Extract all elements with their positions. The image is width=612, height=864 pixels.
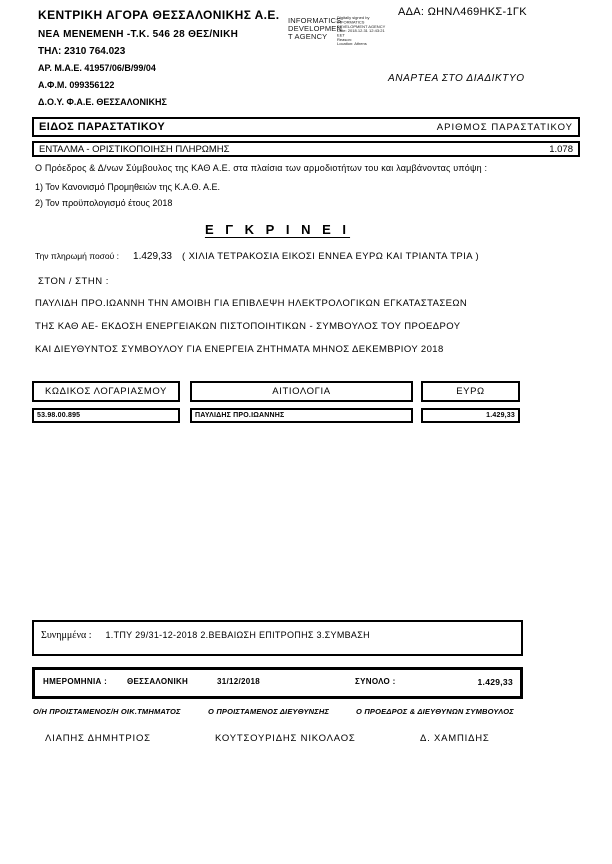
- total-value: 1.429,33: [477, 677, 513, 687]
- amount-cell: 1.429,33: [421, 408, 520, 423]
- company-vat: Α.Φ.Μ. 099356122: [38, 80, 115, 90]
- digital-stamp-agency: [288, 17, 342, 41]
- digital-signature-details: [337, 16, 405, 46]
- stamp-sig-line: INFORMATICS: [337, 20, 365, 25]
- signature-role: Ο/Η ΠΡΟΙΣΤΑΜΕΝΟΣ/Η ΟΙΚ.ΤΜΗΜΑΤΟΣ: [33, 707, 181, 716]
- doc-type-value-row: [32, 141, 580, 157]
- company-phone: ΤΗΛ: 2310 764.023: [38, 46, 126, 57]
- euro-header: ΕΥΡΩ: [421, 381, 520, 402]
- payee-label: ΣΤΟΝ / ΣΤΗΝ :: [38, 276, 109, 287]
- consideration-item-2: 2) Τον προϋπολογισμό έτους 2018: [35, 198, 173, 208]
- stamp-sig-line: Digitally signed by: [337, 16, 370, 21]
- stamp-sig-line: Reason:: [337, 37, 353, 43]
- company-tax-office: Δ.Ο.Υ. Φ.Α.Ε. ΘΕΣΣΑΛΟΝΙΚΗΣ: [38, 97, 167, 107]
- signature-name: ΚΟΥΤΣΟΥΡΙΔΗΣ ΝΙΚΟΛΑΟΣ: [215, 733, 356, 744]
- total-label: ΣΥΝΟΛΟ :: [355, 677, 396, 686]
- payment-amount: 1.429,33: [133, 251, 172, 262]
- justification-header: ΑΙΤΙΟΛΟΓΙΑ: [190, 381, 413, 402]
- doc-type-label: ΕΙΔΟΣ ΠΑΡΑΣΤΑΤΙΚΟΥ: [39, 121, 166, 133]
- signature-name: ΛΙΑΠΗΣ ΔΗΜΗΤΡΙΟΣ: [45, 733, 151, 744]
- doc-type-value: ΕΝΤΑΛΜΑ - ΟΡΙΣΤΙΚΟΠΟΙΗΣΗ ΠΛΗΡΩΜΗΣ: [39, 143, 230, 155]
- doc-number-label: ΑΡΙΘΜΟΣ ΠΑΡΑΣΤΑΤΙΚΟΥ: [436, 121, 573, 133]
- ada-code: ΑΔΑ: ΩΗΝΛ469ΗΚΣ-1ΓΚ: [398, 6, 527, 18]
- payment-label: Την πληρωμή ποσού :: [35, 251, 120, 261]
- company-address: ΝΕΑ ΜΕΝΕΜΕΝΗ -Τ.Κ. 546 28 ΘΕΣ/ΝΙΚΗ: [38, 29, 239, 40]
- signature-name: Δ. ΧΑΜΠΙΔΗΣ: [420, 733, 490, 744]
- stamp-sig-line: Date: 2018.12.31 12:43:21: [337, 29, 385, 34]
- company-registry: ΑΡ. Μ.Α.Ε. 41957/06/Β/99/04: [38, 63, 156, 73]
- attachments-value: 1.ΤΠΥ 29/31-12-2018 2.ΒΕΒΑΙΩΣΗ ΕΠΙΤΡΟΠΗΣ 3.ΣΥΜΒΑΣΗ: [105, 630, 370, 640]
- date-total-box: [32, 667, 523, 699]
- intro-paragraph: Ο Πρόεδρος & Δ/νων Σύμβουλος της ΚΑΘ Α.Ε. στα πλαίσια των αρμοδιοτήτων του και λαμβάνοντας υπόψη :: [35, 163, 488, 173]
- stamp-sig-line: EET: [337, 33, 345, 38]
- signature-role: Ο ΠΡΟΙΣΤΑΜΕΝΟΣ ΔΙΕΥΘΥΝΣΗΣ: [208, 707, 330, 716]
- payment-line: [35, 251, 479, 262]
- payment-amount-words: ( ΧΙΛΙΑ ΤΕΤΡΑΚΟΣΙΑ ΕΙΚΟΣΙ ΕΝΝΕΑ ΕΥΡΩ ΚΑΙ ΤΡΙΑΝΤΑ ΤΡΙΑ ): [181, 251, 480, 262]
- stamp-sig-line: DEVELOPMENT AGENCY: [337, 24, 386, 30]
- attachments-box: [32, 620, 523, 656]
- payment-description-line: ΚΑΙ ΔΙΕΥΘΥΝΤΟΣ ΣΥΜΒΟΥΛΟΥ ΓΙΑ ΕΝΕΡΓΕΙΑ ΖΗΤΗΜΑΤΑ ΜΗΝΟΣ ΔΕΚΕΜΒΡΙΟΥ 2018: [35, 344, 444, 355]
- stamp-agency-line: INFORMATICS: [288, 16, 342, 25]
- city-value: ΘΕΣΣΑΛΟΝΙΚΗ: [127, 677, 189, 686]
- account-code-cell: 53.98.00.895: [32, 408, 180, 423]
- signature-role: Ο ΠΡΟΕΔΡΟΣ & ΔΙΕΥΘΥΝΩΝ ΣΥΜΒΟΥΛΟΣ: [356, 707, 514, 716]
- consideration-item-1: 1) Τον Κανονισμό Προμηθειών της Κ.Α.Θ. Α.Ε.: [35, 182, 220, 192]
- stamp-agency-line: DEVELOPMEN: [288, 24, 343, 33]
- approval-heading: Ε Γ Κ Ρ Ι Ν Ε Ι: [204, 222, 351, 237]
- doc-type-header-row: [32, 117, 580, 137]
- account-code-header: ΚΩΔΙΚΟΣ ΛΟΓΑΡΙΑΣΜΟΥ: [32, 381, 180, 402]
- stamp-agency-line: T AGENCY: [288, 32, 328, 41]
- attachments-label: Συνημμένα :: [41, 630, 92, 641]
- doc-number-value: 1.078: [549, 143, 573, 155]
- company-name: ΚΕΝΤΡΙΚΗ ΑΓΟΡΑ ΘΕΣΣΑΛΟΝΙΚΗΣ Α.Ε.: [38, 8, 280, 22]
- payment-description-line: ΠΑΥΛΙΔΗ ΠΡΟ.ΙΩΑΝΝΗ ΤΗΝ ΑΜΟΙΒΗ ΓΙΑ ΕΠΙΒΛΕΨΗ ΗΛΕΚΤΡΟΛΟΓΙΚΩΝ ΕΓΚΑΤΑΣΤΑΣΕΩΝ: [35, 298, 468, 309]
- date-label: ΗΜΕΡΟΜΗΝΙΑ :: [43, 677, 108, 686]
- justification-cell: ΠΑΥΛΙΔΗΣ ΠΡΟ.ΙΩΑΝΝΗΣ: [190, 408, 413, 423]
- approval-heading-wrap: [32, 221, 523, 239]
- date-value: 31/12/2018: [217, 677, 261, 686]
- payment-description-line: ΤΗΣ ΚΑΘ ΑΕ- ΕΚΔΟΣΗ ΕΝΕΡΓΕΙΑΚΩΝ ΠΙΣΤΟΠΟΙΗΤΙΚΩΝ - ΣΥΜΒΟΥΛΟΣ ΤΟΥ ΠΡΟΕΔΡΟΥ: [35, 321, 461, 332]
- stamp-sig-line: Location: Athens: [337, 42, 367, 47]
- web-posting-note: ΑΝΑΡΤΕΑ ΣΤΟ ΔΙΑΔΙΚΤΥΟ: [388, 73, 525, 84]
